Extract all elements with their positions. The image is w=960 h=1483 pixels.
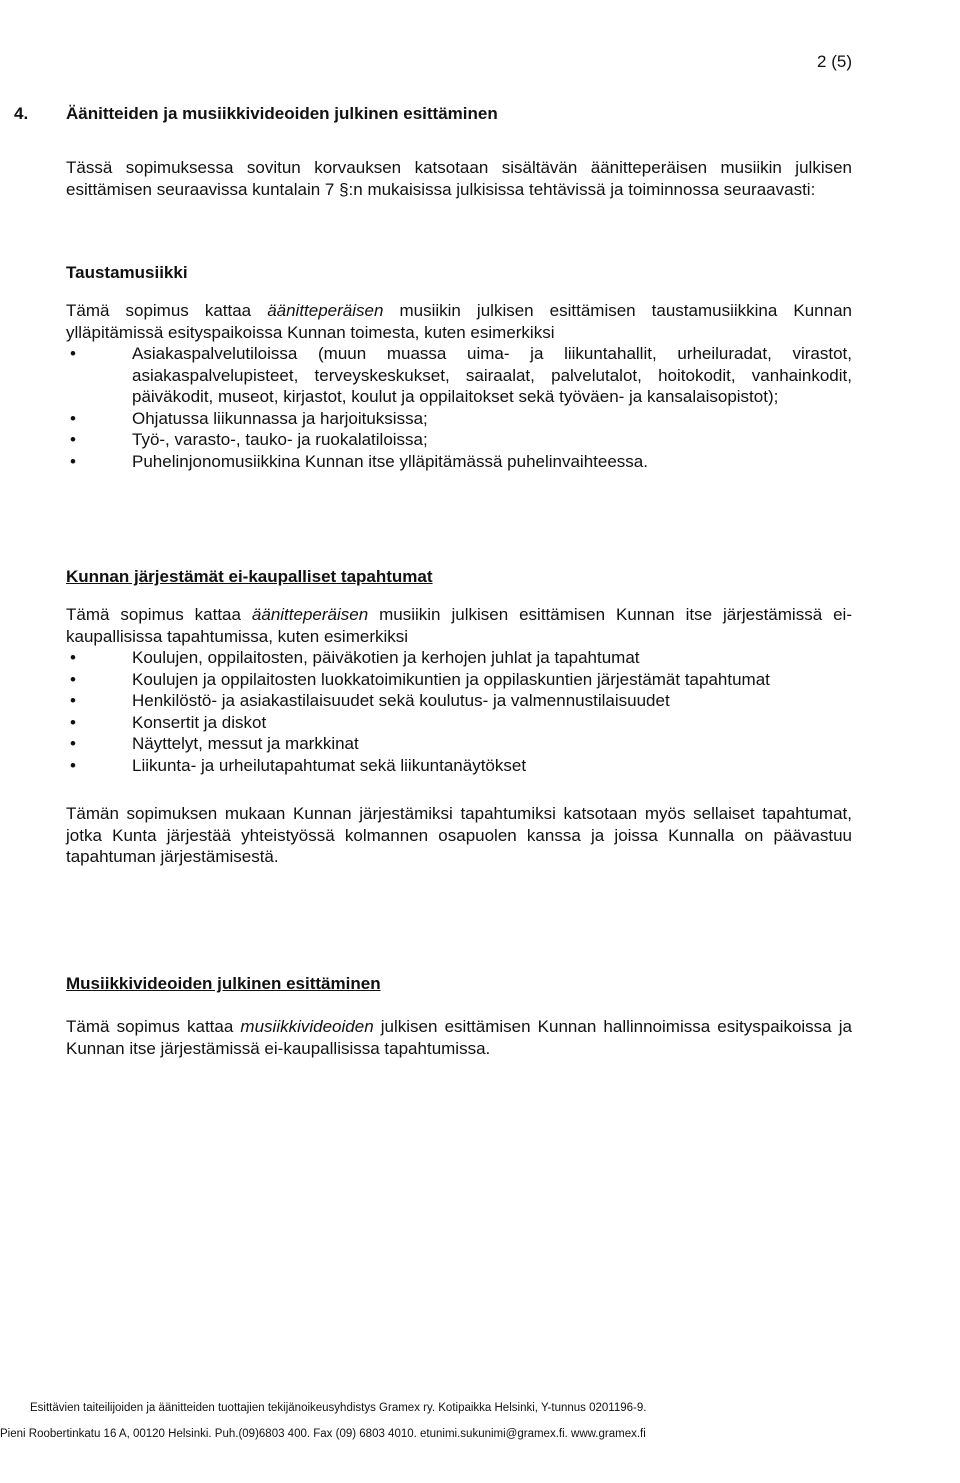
page-number: 2 (5) [817,52,852,71]
tapahtumat-closing: Tämän sopimuksen mukaan Kunnan järjestämiksi tapahtumiksi katsotaan myös sellaiset tapahtumat, jotka Kunta järjestää yhteistyössä kolmannen osapuolen kanssa ja joissa Kunnalla on päävastuu tapahtuman järjestämisestä. [66,804,852,866]
section-heading [14,104,498,124]
list-item: • Koulujen ja oppilaitosten luokkatoimikuntien ja oppilaskuntien järjestämät tapahtumat [66,669,852,691]
intro-paragraph [66,157,852,200]
section-title: Äänitteiden ja musiikkivideoiden julkinen esittäminen [66,104,498,123]
list-item: • Työ-, varasto-, tauko- ja ruokalatiloissa; [66,429,852,451]
list-item: • Näyttelyt, messut ja markkinat [66,733,852,755]
taustamusiikki-heading: Taustamusiikki [66,263,188,282]
footer-line-2: Pieni Roobertinkatu 16 A, 00120 Helsinki. Puh.(09)6803 400. Fax (09) 6803 4010. etunimi.sukunimi@gramex.fi. www.gramex.fi [0,1428,646,1440]
tapahtumat-text: Tämä sopimus kattaa äänitteperäisen musiikin julkisen esittämisen Kunnan itse järjestämissä ei-kaupallisissa tapahtumissa, kuten esimerkiksi [66,605,852,646]
tapahtumat-list [66,647,852,776]
tapahtumat-section [66,566,852,868]
musiikkivideot-section [66,973,852,1059]
musiikkivideot-text: Tämä sopimus kattaa musiikkivideoiden julkisen esittämisen Kunnan hallinnoimissa esityspaikoissa ja Kunnan itse järjestämissä ei-kaupallisissa tapahtumissa. [66,1017,852,1058]
list-item: • Henkilöstö- ja asiakastilaisuudet sekä koulutus- ja valmennustilaisuudet [66,690,852,712]
footer-line-1: Esittävien taiteilijoiden ja äänitteiden tuottajien tekijänoikeusyhdistys Gramex ry. Kotipaikka Helsinki, Y-tunnus 0201196-9. [30,1402,647,1414]
list-item: • Koulujen, oppilaitosten, päiväkotien ja kerhojen juhlat ja tapahtumat [66,647,852,669]
intro-text: Tässä sopimuksessa sovitun korvauksen katsotaan sisältävän äänitteperäisen musiikin julkisen esittämisen seuraavissa kuntalain 7 §:n mukaisissa julkisissa tehtävissä ja toiminnossa seuraavasti: [66,158,852,199]
page-footer [0,1395,646,1447]
taustamusiikki-section [66,262,852,472]
taustamusiikki-list [66,343,852,472]
taustamusiikki-text: Tämä sopimus kattaa äänitteperäisen musiikin julkisen esittämisen taustamusiikkina Kunnan ylläpitämissä esityspaikoissa Kunnan toimesta, kuten esimerkiksi [66,301,852,342]
list-item: • Liikunta- ja urheilutapahtumat sekä liikuntanäytökset [66,755,852,777]
list-item: • Puhelinjonomusiikkina Kunnan itse ylläpitämässä puhelinvaihteessa. [66,451,852,473]
section-number: 4. [14,104,29,123]
list-item: • Ohjatussa liikunnassa ja harjoituksissa; [66,408,852,430]
list-item: • Asiakaspalvelutiloissa (muun muassa uima- ja liikuntahallit, urheiluradat, virastot, asiakaspalvelupisteet, terveyskeskukset, sairaalat, palvelutalot, hoitokodit, vanhainkodit, päiväkodit, museot, kirjastot, koulut ja oppilaitokset sekä työväen- ja kansalaisopistot); [66,343,852,408]
list-item: • Konsertit ja diskot [66,712,852,734]
tapahtumat-heading: Kunnan järjestämät ei-kaupalliset tapahtumat [66,567,433,586]
musiikkivideot-heading: Musiikkivideoiden julkinen esittäminen [66,974,381,993]
